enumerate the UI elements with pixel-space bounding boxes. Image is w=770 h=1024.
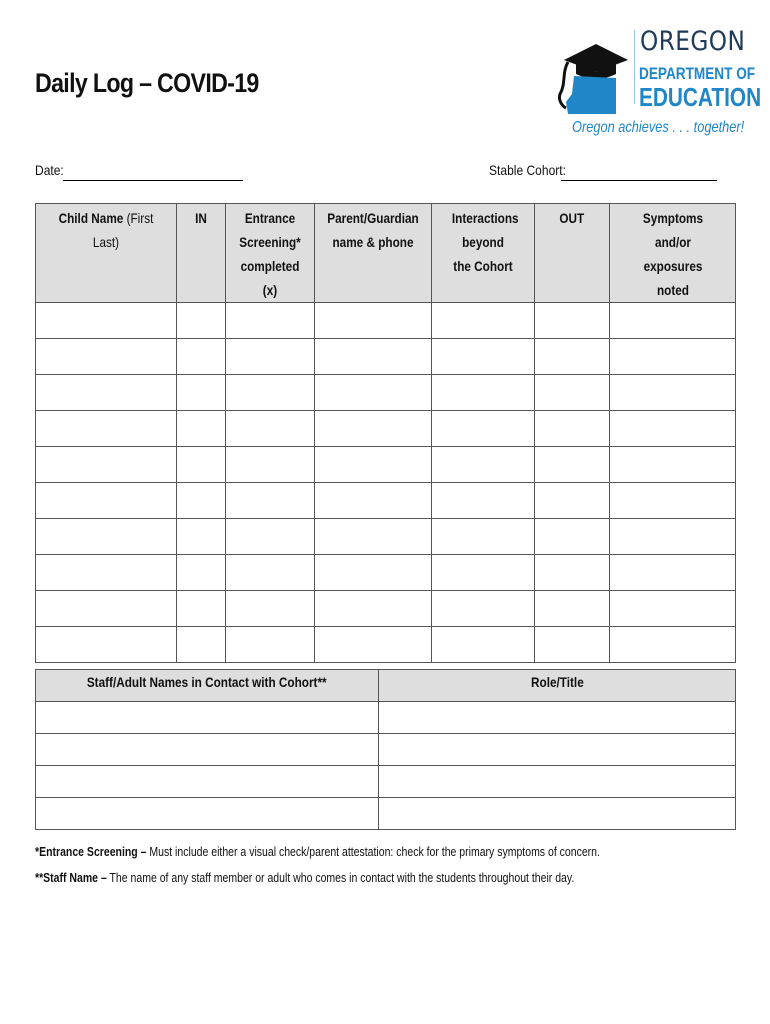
cell-interactions[interactable] xyxy=(432,303,535,339)
cell-parent-guardian[interactable] xyxy=(315,375,432,411)
cell-interactions[interactable] xyxy=(432,447,535,483)
cell-role-title[interactable] xyxy=(379,702,736,734)
cell-parent-guardian[interactable] xyxy=(315,411,432,447)
header-staff-names: Staff/Adult Names in Contact with Cohort** xyxy=(36,670,379,702)
header-parent-guardian: Parent/Guardian name & phone xyxy=(315,204,432,303)
header-interactions: Interactions beyond the Cohort xyxy=(432,204,535,303)
cell-interactions[interactable] xyxy=(432,411,535,447)
footnote-staff-name-text: The name of any staff member or adult who comes in contact with the students throughout their day. xyxy=(106,871,575,885)
cell-parent-guardian[interactable] xyxy=(315,447,432,483)
cell-parent-guardian[interactable] xyxy=(315,339,432,375)
cell-entrance-screening[interactable] xyxy=(226,447,315,483)
cell-out[interactable] xyxy=(535,447,610,483)
daily-log-table xyxy=(35,203,736,663)
table-row xyxy=(36,519,736,555)
stable-cohort-field xyxy=(489,162,579,178)
header-child-name-label: Child Name xyxy=(58,210,124,226)
cell-in[interactable] xyxy=(177,591,226,627)
header-entrance-screening: Entrance Screening* completed (x) xyxy=(226,204,315,303)
cell-parent-guardian[interactable] xyxy=(315,591,432,627)
cell-parent-guardian[interactable] xyxy=(315,519,432,555)
cell-out[interactable] xyxy=(535,303,610,339)
page-title: Daily Log – COVID-19 xyxy=(35,68,259,98)
logo-department-text: DEPARTMENT OF xyxy=(639,64,756,83)
cell-child-name[interactable] xyxy=(36,555,177,591)
footnote-entrance-screening xyxy=(35,845,600,859)
cell-interactions[interactable] xyxy=(432,375,535,411)
footnote-staff-name-term: **Staff Name – xyxy=(35,871,107,885)
cell-child-name[interactable] xyxy=(36,375,177,411)
cell-symptoms[interactable] xyxy=(610,627,736,663)
cell-interactions[interactable] xyxy=(432,627,535,663)
cell-child-name[interactable] xyxy=(36,483,177,519)
cell-interactions[interactable] xyxy=(432,519,535,555)
cell-out[interactable] xyxy=(535,519,610,555)
cell-interactions[interactable] xyxy=(432,555,535,591)
cell-child-name[interactable] xyxy=(36,339,177,375)
cell-out[interactable] xyxy=(535,627,610,663)
cell-entrance-screening[interactable] xyxy=(226,375,315,411)
cell-in[interactable] xyxy=(177,627,226,663)
stable-cohort-label: Stable Cohort: xyxy=(489,162,566,178)
cell-child-name[interactable] xyxy=(36,411,177,447)
oregon-state-graduation-cap-icon xyxy=(552,32,634,114)
cell-symptoms[interactable] xyxy=(610,339,736,375)
cell-parent-guardian[interactable] xyxy=(315,627,432,663)
header-child-name xyxy=(36,204,177,303)
cell-in[interactable] xyxy=(177,375,226,411)
table-row xyxy=(36,303,736,339)
cell-child-name[interactable] xyxy=(36,447,177,483)
date-input-line[interactable] xyxy=(63,180,243,181)
cell-symptoms[interactable] xyxy=(610,555,736,591)
logo-oregon-text: OREGON xyxy=(640,26,746,57)
logo-tagline: Oregon achieves . . . together! xyxy=(572,119,745,136)
cell-interactions[interactable] xyxy=(432,591,535,627)
cell-out[interactable] xyxy=(535,591,610,627)
cell-in[interactable] xyxy=(177,411,226,447)
date-label: Date: xyxy=(35,162,64,178)
cell-parent-guardian[interactable] xyxy=(315,483,432,519)
table-row xyxy=(36,483,736,519)
table-row xyxy=(36,339,736,375)
logo-divider xyxy=(634,30,635,104)
footnote-entrance-screening-term: *Entrance Screening – xyxy=(35,845,147,859)
table-row xyxy=(36,591,736,627)
table-row xyxy=(36,766,736,798)
cell-staff-name[interactable] xyxy=(36,798,379,830)
footnote-entrance-screening-text: Must include either a visual check/parent attestation: check for the primary symptoms of concern. xyxy=(146,845,600,859)
cell-role-title[interactable] xyxy=(379,798,736,830)
cell-in[interactable] xyxy=(177,519,226,555)
cell-entrance-screening[interactable] xyxy=(226,339,315,375)
cell-entrance-screening[interactable] xyxy=(226,411,315,447)
cell-in[interactable] xyxy=(177,339,226,375)
table-row xyxy=(36,375,736,411)
cell-parent-guardian[interactable] xyxy=(315,303,432,339)
staff-header-row xyxy=(36,670,736,702)
cell-child-name[interactable] xyxy=(36,303,177,339)
cell-parent-guardian[interactable] xyxy=(315,555,432,591)
header-in: IN xyxy=(177,204,226,303)
cell-child-name[interactable] xyxy=(36,591,177,627)
table-row xyxy=(36,411,736,447)
cell-symptoms[interactable] xyxy=(610,447,736,483)
cell-interactions[interactable] xyxy=(432,483,535,519)
table-row xyxy=(36,702,736,734)
cell-child-name[interactable] xyxy=(36,627,177,663)
cell-symptoms[interactable] xyxy=(610,375,736,411)
cell-out[interactable] xyxy=(535,483,610,519)
cell-symptoms[interactable] xyxy=(610,483,736,519)
cell-symptoms[interactable] xyxy=(610,591,736,627)
cell-entrance-screening[interactable] xyxy=(226,627,315,663)
cell-staff-name[interactable] xyxy=(36,702,379,734)
cell-in[interactable] xyxy=(177,447,226,483)
cell-symptoms[interactable] xyxy=(610,519,736,555)
table-row xyxy=(36,798,736,830)
cell-role-title[interactable] xyxy=(379,766,736,798)
cell-in[interactable] xyxy=(177,483,226,519)
cell-entrance-screening[interactable] xyxy=(226,303,315,339)
ode-logo xyxy=(552,26,762,142)
cell-entrance-screening[interactable] xyxy=(226,483,315,519)
cell-out[interactable] xyxy=(535,375,610,411)
cell-staff-name[interactable] xyxy=(36,734,379,766)
cell-in[interactable] xyxy=(177,555,226,591)
table-row xyxy=(36,627,736,663)
header-child-name-hint: (First Last) xyxy=(92,210,154,250)
cell-entrance-screening[interactable] xyxy=(226,591,315,627)
stable-cohort-input-line[interactable] xyxy=(561,180,717,181)
daily-log-header-row xyxy=(36,204,736,303)
cell-in[interactable] xyxy=(177,303,226,339)
cell-child-name[interactable] xyxy=(36,519,177,555)
header-out: OUT xyxy=(535,204,610,303)
logo-education-text: EDUCATION xyxy=(639,82,762,112)
header-symptoms: Symptoms and/or exposures noted xyxy=(610,204,736,303)
table-row xyxy=(36,555,736,591)
cell-staff-name[interactable] xyxy=(36,766,379,798)
footnote-staff-name xyxy=(35,871,574,885)
cell-out[interactable] xyxy=(535,339,610,375)
cell-symptoms[interactable] xyxy=(610,411,736,447)
staff-contact-table xyxy=(35,669,736,830)
cell-out[interactable] xyxy=(535,411,610,447)
table-row xyxy=(36,734,736,766)
cell-entrance-screening[interactable] xyxy=(226,555,315,591)
header-role-title: Role/Title xyxy=(379,670,736,702)
date-field xyxy=(35,162,68,178)
cell-symptoms[interactable] xyxy=(610,303,736,339)
table-row xyxy=(36,447,736,483)
cell-entrance-screening[interactable] xyxy=(226,519,315,555)
cell-interactions[interactable] xyxy=(432,339,535,375)
cell-out[interactable] xyxy=(535,555,610,591)
cell-role-title[interactable] xyxy=(379,734,736,766)
